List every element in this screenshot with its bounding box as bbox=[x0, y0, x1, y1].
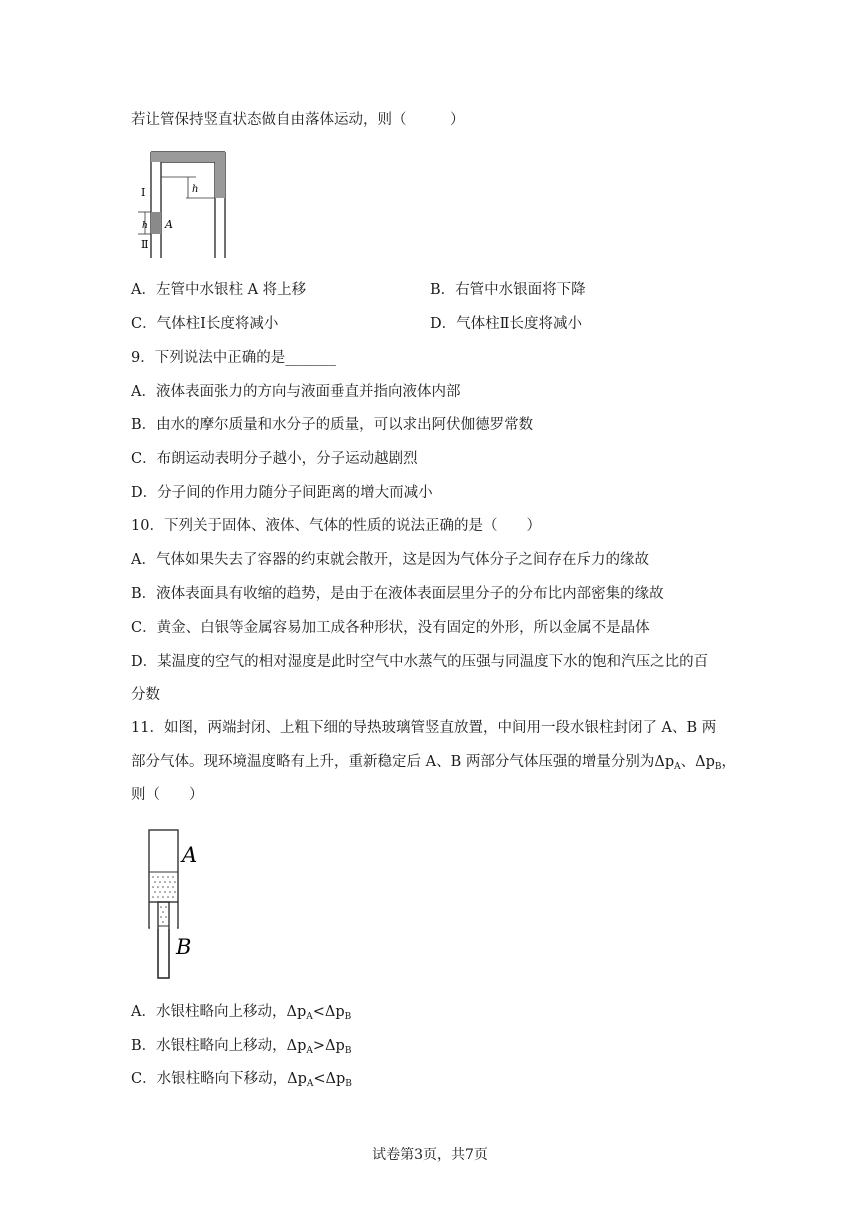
q11-option-a: A．水银柱略向上移动，$\Delta p_A<\Delta p_B$ bbox=[131, 1004, 352, 1022]
q8-fig-label-II: Ⅱ bbox=[141, 238, 149, 251]
q11-stem-line2 bbox=[131, 752, 736, 777]
q9-option-c: C．布朗运动表明分子越小，分子运动越剧烈 bbox=[131, 451, 418, 467]
q8-fig-label-I: Ⅰ bbox=[141, 186, 146, 199]
q11-sep: 、 bbox=[680, 754, 696, 770]
q11-delta-pa: $\Delta p_A$ bbox=[654, 754, 681, 772]
q10-option-d-line2: 分数 bbox=[131, 687, 160, 703]
q11-fig-label-a: A bbox=[182, 843, 198, 867]
q9-option-a: A．液体表面张力的方向与液面垂直并指向液体内部 bbox=[131, 384, 461, 400]
q9-option-b: B．由水的摩尔质量和水分子的质量，可以求出阿伏伽德罗常数 bbox=[131, 417, 534, 433]
q11-stem-tail: ， bbox=[721, 754, 736, 770]
q8-option-d: D．气体柱Ⅱ长度将减小 bbox=[430, 316, 582, 332]
q11-option-c: C．水银柱略向下移动，$\Delta p_A<\Delta p_B$ bbox=[131, 1071, 352, 1089]
q11-stem-line1: 11．如图，两端封闭、上粗下细的导热玻璃管竖直放置，中间用一段水银柱封闭了 A、B 两 bbox=[131, 720, 717, 736]
q8-option-b: B．右管中水银面将下降 bbox=[430, 282, 586, 298]
q9-option-d: D．分子间的作用力随分子间距离的增大而减小 bbox=[131, 485, 433, 501]
q11-figure bbox=[140, 826, 210, 986]
q8-option-a: A．左管中水银柱 A 将上移 bbox=[131, 282, 307, 298]
q8-figure bbox=[134, 146, 234, 266]
q11-fig-label-b: B bbox=[176, 935, 192, 959]
q11-delta-pb: $\Delta p_B$ bbox=[695, 754, 722, 772]
q10-option-d-line1: D．某温度的空气的相对湿度是此时空气中水蒸气的压强与同温度下水的饱和汽压之比的百 bbox=[131, 654, 709, 670]
q10-stem: 10．下列关于固体、液体、气体的性质的说法正确的是（ ） bbox=[131, 518, 541, 534]
q9-stem: 9．下列说法中正确的是_______ bbox=[131, 350, 336, 366]
q10-option-c: C．黄金、白银等金属容易加工成各种形状，没有固定的外形，所以金属不是晶体 bbox=[131, 620, 650, 636]
q8-fig-h-left: h bbox=[142, 221, 148, 231]
q10-option-b: B．液体表面具有收缩的趋势，是由于在液体表面层里分子的分布比内部密集的缘故 bbox=[131, 586, 664, 602]
q8-option-c: C．气体柱Ⅰ长度将减小 bbox=[131, 316, 279, 332]
q8-fig-label-A: A bbox=[165, 218, 173, 231]
q11-option-b: B．水银柱略向上移动，$\Delta p_A>\Delta p_B$ bbox=[131, 1038, 352, 1056]
q8-stem: 若让管保持竖直状态做自由落体运动，则（ ） bbox=[131, 112, 465, 128]
page-footer: 试卷第3页，共7页 bbox=[372, 1147, 488, 1163]
q10-option-a: A．气体如果失去了容器的约束就会散开，这是因为气体分子之间存在斥力的缘故 bbox=[131, 552, 649, 568]
q11-stem-text: 部分气体。现环境温度略有上升，重新稳定后 A、B 两部分气体压强的增量分别为 bbox=[131, 754, 655, 770]
q11-stem-line3: 则（ ） bbox=[131, 787, 204, 803]
q8-fig-h-right: h bbox=[192, 184, 199, 195]
